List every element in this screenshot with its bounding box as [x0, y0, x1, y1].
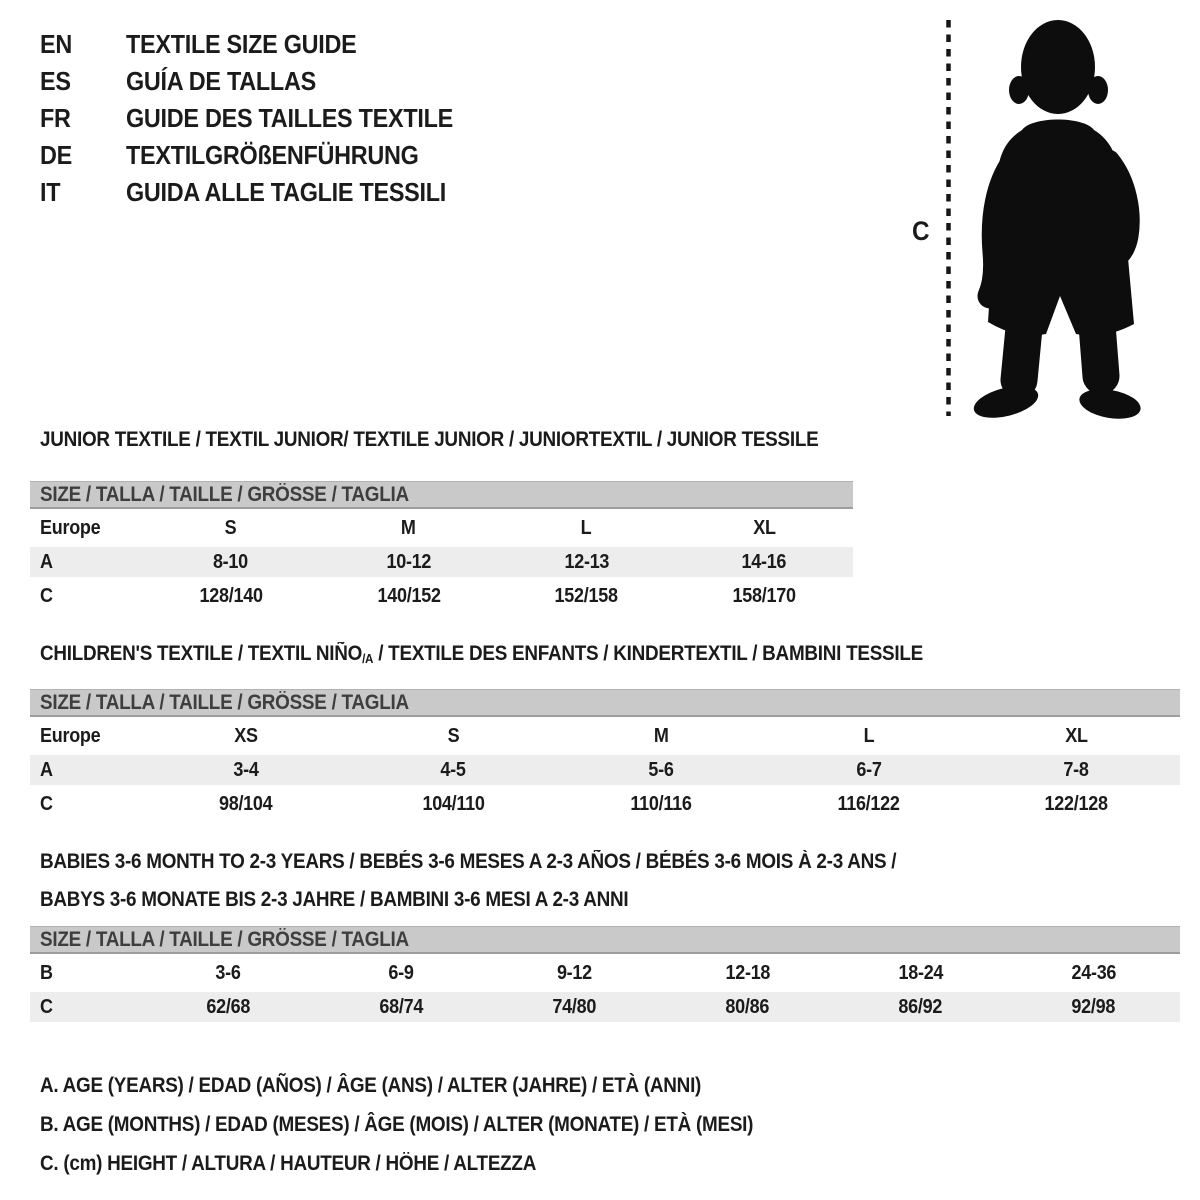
table-cell [142, 996, 315, 1019]
table-cell [488, 962, 661, 985]
table-cell [1007, 996, 1180, 1019]
language-label: GUÍA DE TALLAS [126, 66, 316, 96]
row-label [30, 585, 142, 608]
children-title-post: / TEXTILE DES ENFANTS / KINDERTEXTIL / BAMBINI TESSILE [373, 642, 923, 665]
table-cell [834, 996, 1007, 1019]
row-label [30, 725, 142, 748]
row-label [30, 517, 142, 540]
footnote-b [40, 1105, 832, 1144]
row-label-text: B [40, 961, 53, 984]
children-section-title-text [40, 642, 923, 666]
table-cell [142, 962, 315, 985]
babies-title-line2-text: BABYS 3-6 MONATE BIS 2-3 JAHRE / BAMBINI 3-6 MESI A 2-3 ANNI [40, 888, 629, 911]
cell-text: 12-18 [725, 961, 770, 984]
cell-text: 14-16 [741, 550, 787, 573]
table-cell [765, 759, 973, 782]
language-code: IT [40, 177, 61, 207]
cell-text: 80/86 [725, 995, 770, 1018]
size-header-text: SIZE / TALLA / TAILLE / GRÖSSE / TAGLIA [40, 690, 409, 714]
row-label-text: C [40, 584, 53, 607]
language-label: TEXTILE SIZE GUIDE [126, 29, 357, 59]
row-label [30, 996, 142, 1019]
table-cell [661, 996, 834, 1019]
language-code: FR [40, 103, 71, 133]
row-label-text: A [40, 550, 53, 573]
language-label: GUIDA ALLE TAGLIE TESSILI [126, 177, 446, 207]
table-cell [972, 725, 1180, 748]
table-cell [498, 551, 676, 574]
language-row-en [40, 26, 489, 63]
cell-text: 7-8 [1063, 758, 1089, 781]
cell-text: 152/158 [554, 584, 618, 607]
language-code: EN [40, 29, 72, 59]
junior-size-table [30, 481, 853, 611]
table-cell [142, 725, 350, 748]
cell-text: 110/116 [630, 792, 692, 815]
cell-text: 98/104 [219, 792, 273, 815]
table-cell [320, 551, 498, 574]
cell-text: XL [1064, 724, 1088, 747]
language-row-de [40, 137, 489, 174]
table-cell [765, 793, 973, 816]
language-code: ES [40, 66, 71, 96]
cell-text: 86/92 [898, 995, 943, 1018]
cell-text: 3-4 [233, 758, 259, 781]
cell-text: 74/80 [552, 995, 597, 1018]
children-row-a [30, 755, 1180, 785]
row-label [30, 759, 142, 782]
table-cell [557, 793, 765, 816]
table-cell [350, 725, 558, 748]
cell-text: XS [234, 724, 258, 747]
cell-text: 140/152 [377, 584, 441, 607]
size-header-text: SIZE / TALLA / TAILLE / GRÖSSE / TAGLIA [40, 927, 409, 951]
cell-text: 158/170 [732, 584, 796, 607]
cell-text: 92/98 [1071, 995, 1116, 1018]
table-cell [315, 996, 488, 1019]
cell-text: 116/122 [837, 792, 900, 815]
language-title-list [40, 26, 489, 211]
table-cell [488, 996, 661, 1019]
children-section-title [40, 642, 1021, 666]
row-label-text: A [40, 758, 53, 781]
junior-size-table-header [30, 481, 853, 509]
footnotes [40, 1066, 832, 1183]
footnote-a-text: A. AGE (YEARS) / EDAD (AÑOS) / ÂGE (ANS) / ALTER (JAHRE) / ETÀ (ANNI) [40, 1073, 702, 1097]
children-size-table-header [30, 689, 1180, 717]
row-label [30, 793, 142, 816]
language-code: DE [40, 140, 72, 170]
children-title-sub: /A [362, 651, 374, 666]
footnote-a [40, 1066, 832, 1105]
babies-title-line1-text: BABIES 3-6 MONTH TO 2-3 YEARS / BEBÉS 3-6 MESES A 2-3 AÑOS / BÉBÉS 3-6 MOIS À 2-3 ANS / [40, 850, 897, 873]
toddler-silhouette-icon [962, 12, 1142, 424]
cell-text: 128/140 [199, 584, 263, 607]
language-label: TEXTILGRÖßENFÜHRUNG [126, 140, 419, 170]
table-cell [350, 793, 558, 816]
table-cell [142, 551, 320, 574]
table-cell [142, 759, 350, 782]
language-row-es [40, 63, 489, 100]
table-cell [557, 759, 765, 782]
table-cell [675, 551, 853, 574]
row-label [30, 551, 142, 574]
children-row-c [30, 789, 1180, 819]
language-label: GUIDE DES TAILLES TEXTILE [126, 103, 453, 133]
row-label-text: Europe [40, 516, 101, 539]
table-cell [315, 962, 488, 985]
babies-title-line1 [40, 843, 991, 881]
junior-section-title-text: JUNIOR TEXTILE / TEXTIL JUNIOR/ TEXTILE JUNIOR / JUNIORTEXTIL / JUNIOR TESSILE [40, 428, 819, 451]
footnote-c [40, 1144, 832, 1183]
table-cell [972, 759, 1180, 782]
table-cell [675, 517, 853, 540]
language-row-fr [40, 100, 489, 137]
cell-text: 10-12 [386, 550, 431, 573]
cell-text: 18-24 [898, 961, 943, 984]
cell-text: 6-7 [855, 758, 882, 781]
height-measure-label [912, 216, 931, 247]
cell-text: 62/68 [206, 995, 251, 1018]
table-cell [350, 759, 558, 782]
height-dashed-line-icon [944, 18, 953, 418]
babies-size-table [30, 926, 1180, 1022]
table-cell [661, 962, 834, 985]
footnote-c-text: C. (cm) HEIGHT / ALTURA / HAUTEUR / HÖHE / ALTEZZA [40, 1151, 537, 1175]
row-label [30, 962, 142, 985]
table-cell [320, 585, 498, 608]
babies-row-c [30, 992, 1180, 1022]
row-label-text: C [40, 995, 53, 1018]
babies-title-line2 [40, 881, 991, 919]
table-cell [142, 585, 320, 608]
junior-row-europe [30, 513, 853, 543]
table-cell [142, 793, 350, 816]
cell-text: 9-12 [557, 961, 592, 984]
row-label-text: Europe [40, 724, 101, 747]
junior-section-title [40, 428, 905, 452]
babies-size-table-header [30, 926, 1180, 954]
cell-text: 104/110 [422, 792, 485, 815]
children-size-table [30, 689, 1180, 819]
cell-text: 6-9 [388, 961, 415, 984]
cell-text: S [224, 516, 237, 539]
footnote-b-text: B. AGE (MONTHS) / EDAD (MESES) / ÂGE (MOIS) / ALTER (MONATE) / ETÀ (MESI) [40, 1112, 754, 1136]
cell-text: 4-5 [440, 758, 466, 781]
cell-text: M [401, 516, 416, 539]
cell-text: L [581, 516, 592, 539]
table-cell [498, 585, 676, 608]
cell-text: 68/74 [379, 995, 424, 1018]
cell-text: 3-6 [215, 961, 242, 984]
table-cell [498, 517, 676, 540]
cell-text: 8-10 [213, 550, 249, 573]
cell-text: XL [752, 516, 776, 539]
table-cell [557, 725, 765, 748]
cell-text: L [863, 724, 874, 747]
language-row-it [40, 174, 489, 211]
babies-row-b [30, 958, 1180, 988]
junior-row-a [30, 547, 853, 577]
height-measure-label-text: C [912, 216, 930, 246]
table-cell [142, 517, 320, 540]
cell-text: 12-13 [564, 550, 609, 573]
table-cell [765, 725, 973, 748]
table-cell [320, 517, 498, 540]
cell-text: 24-36 [1071, 961, 1116, 984]
junior-row-c [30, 581, 853, 611]
size-header-text: SIZE / TALLA / TAILLE / GRÖSSE / TAGLIA [40, 482, 409, 506]
cell-text: M [653, 724, 669, 747]
children-row-europe [30, 721, 1180, 751]
row-label-text: C [40, 792, 53, 815]
table-cell [834, 962, 1007, 985]
babies-section-title [40, 843, 991, 919]
cell-text: 5-6 [648, 758, 674, 781]
children-title-pre: CHILDREN'S TEXTILE / TEXTIL NIÑO [40, 642, 363, 665]
cell-text: 122/128 [1044, 792, 1108, 815]
cell-text: S [447, 724, 460, 747]
table-cell [1007, 962, 1180, 985]
table-cell [675, 585, 853, 608]
table-cell [972, 793, 1180, 816]
